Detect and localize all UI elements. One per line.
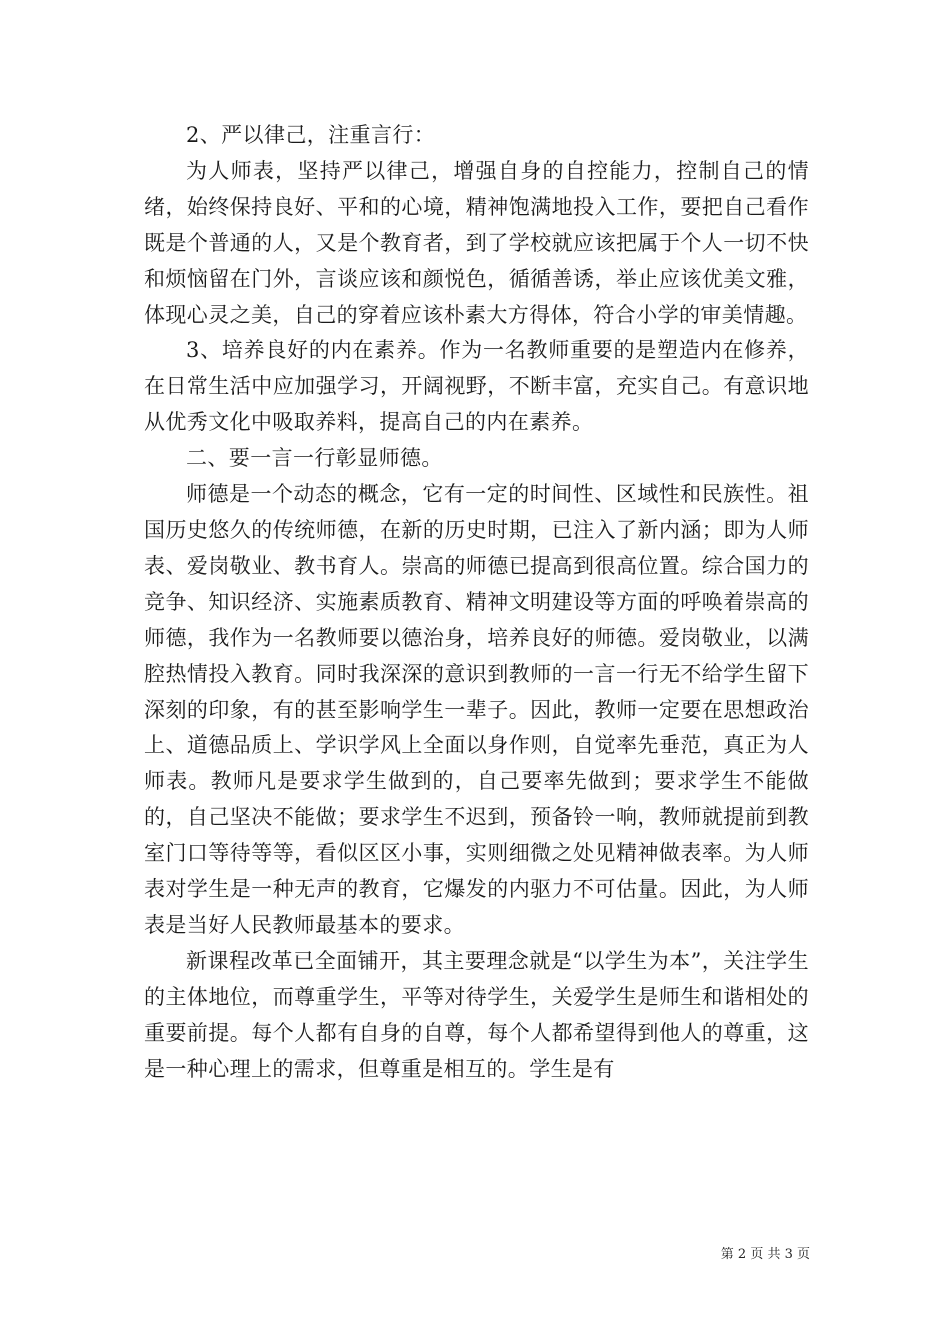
paragraph-self-discipline-body: 为人师表，坚持严以律己，增强自身的自控能力，控制自己的情绪，始终保持良好、平和的心境，精神饱满地投入工作，要把自己看作既是个普通的人，又是个教育者，到了学校就应该把属于个人一切不快和烦恼留在门外，言谈应该和颜悦色，循循善诱，举止应该优美文雅，体现心灵之美，自己的穿着应该朴素大方得体，符合小学的审美情趣。 <box>144 158 809 327</box>
paragraph-inner-cultivation: 3、培养良好的内在素养。作为一名教师重要的是塑造内在修养，在日常生活中应加强学习，开阔视野，不断丰富，充实自己。有意识地从优秀文化中吸取养料，提高自己的内在素养。 <box>144 338 809 435</box>
document-body <box>144 118 809 1087</box>
paragraph-teacher-ethics: 师德是一个动态的概念，它有一定的时间性、区域性和民族性。祖国历史悠久的传统师德，在新的历史时期，已注入了新内涵；即为人师表、爱岗敬业、教书育人。崇高的师德已提高到很高位置。综合国力的竞争、知识经济、实施素质教育、精神文明建设等方面的呼唤着崇高的师德，我作为一名教师要以德治身，培养良好的师德。爱岗敬业，以满腔热情投入教育。同时我深深的意识到教师的一言一行无不给学生留下深刻的印象，有的甚至影响学生一辈子。因此，教师一定要在思想政治上、道德品质上、学识学风上全面以身作则，自觉率先垂范，真正为人师表。教师凡是要求学生做到的，自己要率先做到；要求学生不能做的，自己坚决不能做；要求学生不迟到，预备铃一响，教师就提前到教室门口等待等等，看似区区小事，实则细微之处见精神做表率。为人师表对学生是一种无声的教育，它爆发的内驱力不可估量。因此，为人师表是当好人民教师最基本的要求。 <box>144 482 809 937</box>
page-number-footer: 第 2 页 共 3 页 <box>720 1247 810 1262</box>
paragraph-self-discipline-heading: 2、严以律己，注重言行： <box>186 123 436 147</box>
paragraph-curriculum-reform: 新课程改革已全面铺开，其主要理念就是“以学生为本”，关注学生的主体地位，而尊重学生，平等对待学生，关爱学生是师生和谐相处的重要前提。每个人都有自身的自尊，每个人都希望得到他人的尊重，这是一种心理上的需求，但尊重是相互的。学生是有 <box>144 948 809 1081</box>
paragraph-section-two-heading: 二、要一言一行彰显师德。 <box>186 446 443 471</box>
